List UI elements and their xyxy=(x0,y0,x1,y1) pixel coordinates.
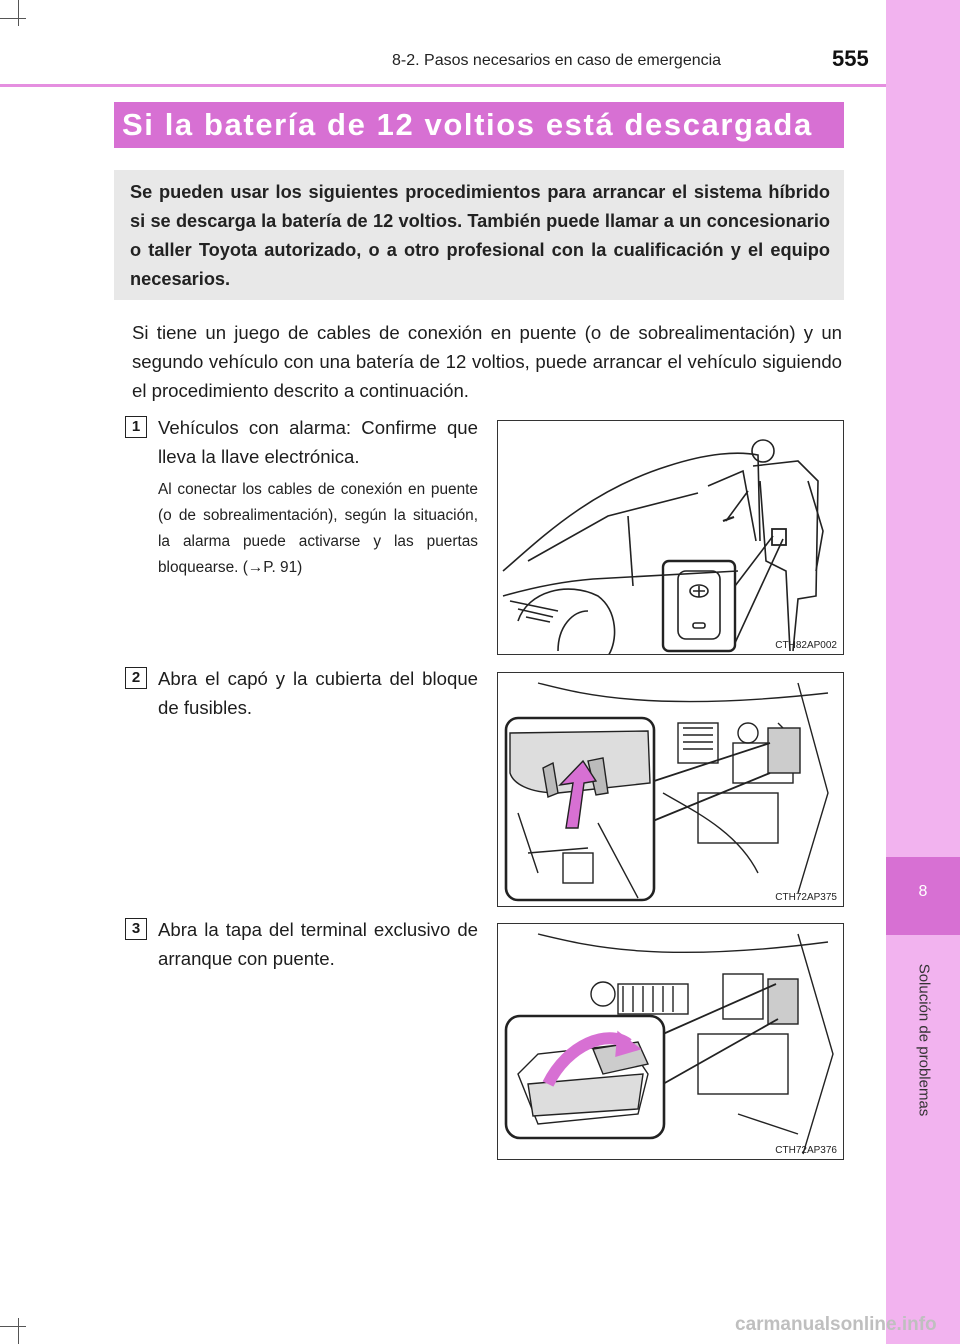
step-number: 3 xyxy=(125,918,147,940)
crop-mark xyxy=(18,1318,19,1344)
chapter-tab xyxy=(886,857,960,935)
figure-fuse-box xyxy=(497,672,844,907)
crop-mark xyxy=(0,18,26,19)
intro-paragraph: Si tiene un juego de cables de conexión en puente (o de sobrealimentación) y un segundo vehículo con una batería de 12 voltios, puede arrancar el vehículo siguiendo el procedimiento descrito a continuación. xyxy=(132,322,842,401)
step-number: 1 xyxy=(125,416,147,438)
fuse-box-illustration xyxy=(498,673,844,907)
figure-code: CTH72AP375 xyxy=(775,892,837,903)
step-note: Al conectar los cables de conexión en puente (o de sobrealimentación), según la situación, la alarma puede activarse y las puertas bloquearse. (→P. 91) xyxy=(158,481,478,576)
chapter-title: Solución de problemas xyxy=(915,963,933,1117)
figure-code: CTH72AP376 xyxy=(775,1145,837,1156)
step-text: Vehículos con alarma: Confirme que lleva la llave electrónica. xyxy=(158,417,478,467)
title-banner xyxy=(114,102,844,148)
intro-box xyxy=(114,170,844,300)
watermark: carmanualsonline.info xyxy=(735,1314,937,1335)
crop-mark xyxy=(0,1326,26,1327)
step-text: Abra la tapa del terminal exclusivo de arranque con puente. xyxy=(158,919,478,969)
crop-mark xyxy=(18,0,19,26)
side-tab xyxy=(886,0,960,1344)
page-number: 555 xyxy=(832,46,869,71)
terminal-cover-illustration xyxy=(498,924,844,1160)
intro-text: Se pueden usar los siguientes procedimientos para arrancar el sistema híbrido si se descarga la batería de 12 voltios. También puede llamar a un concesionario o taller Toyota autorizado, o a otro profesional con la cualificación y el equipo necesarios. xyxy=(130,182,830,289)
figure-car-key xyxy=(497,420,844,655)
chapter-number: 8 xyxy=(918,883,928,900)
step-number: 2 xyxy=(125,667,147,689)
section-label: 8-2. Pasos necesarios en caso de emergencia xyxy=(392,52,722,69)
page-title: Si la batería de 12 voltios está descargada xyxy=(122,107,813,142)
figure-terminal-cover xyxy=(497,923,844,1160)
step-text: Abra el capó y la cubierta del bloque de fusibles. xyxy=(158,668,478,718)
car-key-illustration xyxy=(498,421,844,655)
header-rule xyxy=(0,84,886,87)
figure-code: CTH82AP002 xyxy=(775,640,837,651)
